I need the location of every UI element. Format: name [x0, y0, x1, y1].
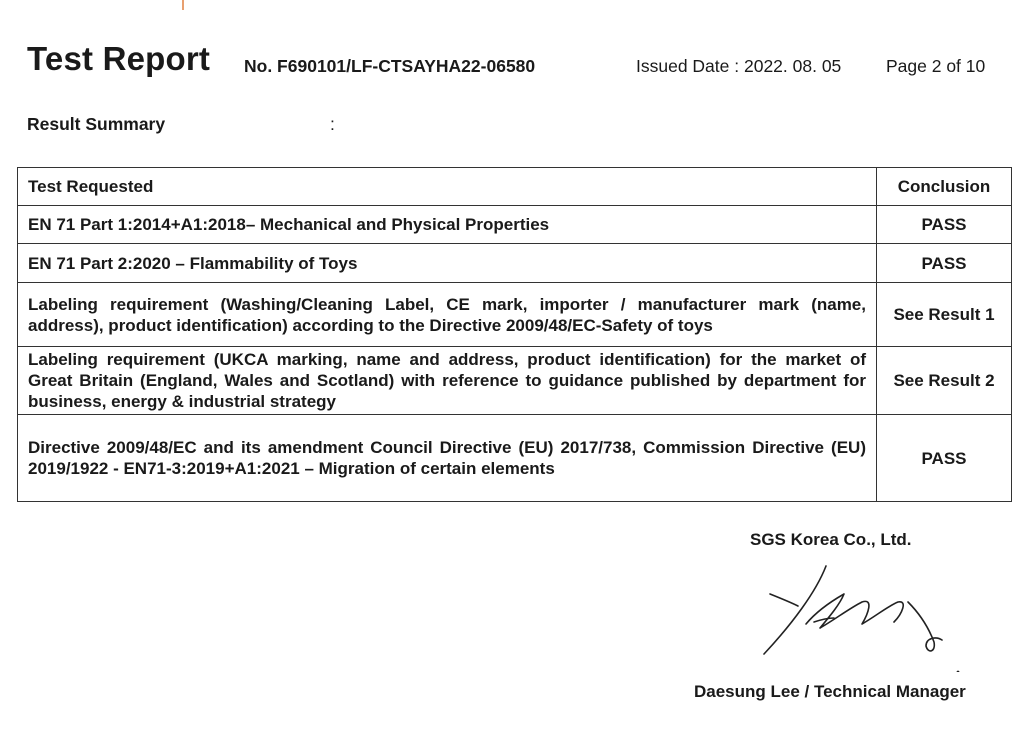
issued-date: Issued Date : 2022. 08. 05: [636, 56, 842, 76]
table-row: [18, 283, 1012, 347]
table-row: [18, 347, 1012, 415]
test-requested-cell: EN 71 Part 2:2020 – Flammability of Toys: [18, 244, 877, 283]
test-requested-cell: Directive 2009/48/EC and its amendment Council Directive (EU) 2017/738, Commission Directive (EU) 2019/1922 - EN71-3:2019+A1:2021 – Migration of certain elements: [18, 415, 877, 502]
test-requested-cell: Labeling requirement (UKCA marking, name and address, product identification) for the market of Great Britain (England, Wales and Scotland) with reference to guidance published by department for business, energy & industrial strategy: [18, 347, 877, 415]
result-summary-colon: :: [330, 114, 335, 134]
conclusion-cell: PASS: [877, 244, 1012, 283]
report-title: Test Report: [27, 40, 211, 77]
table-row: [18, 415, 1012, 502]
report-number: No. F690101/LF-CTSAYHA22-06580: [244, 56, 536, 76]
report-header: [0, 0, 1024, 90]
table-row: [18, 206, 1012, 244]
page-number: Page 2 of 10: [886, 56, 986, 76]
signer-name: Daesung Lee / Technical Manager: [694, 682, 966, 701]
conclusion-cell: PASS: [877, 206, 1012, 244]
test-requested-cell: EN 71 Part 1:2014+A1:2018– Mechanical and Physical Properties: [18, 206, 877, 244]
table-header-row: [18, 168, 1012, 206]
test-requested-cell: Labeling requirement (Washing/Cleaning Label, CE mark, importer / manufacturer mark (name, address), product identification) according to the Directive 2009/48/EC-Safety of toys: [18, 283, 877, 347]
result-summary-label: Result Summary: [27, 114, 166, 134]
conclusion-cell: See Result 1: [877, 283, 1012, 347]
header-conclusion: Conclusion: [877, 168, 1012, 206]
header-test-requested: Test Requested: [18, 168, 877, 206]
company-name: SGS Korea Co., Ltd.: [750, 530, 912, 549]
result-summary-table: [17, 167, 1012, 502]
signature-image: [758, 562, 968, 672]
conclusion-cell: See Result 2: [877, 347, 1012, 415]
conclusion-cell: PASS: [877, 415, 1012, 502]
table-row: [18, 244, 1012, 283]
